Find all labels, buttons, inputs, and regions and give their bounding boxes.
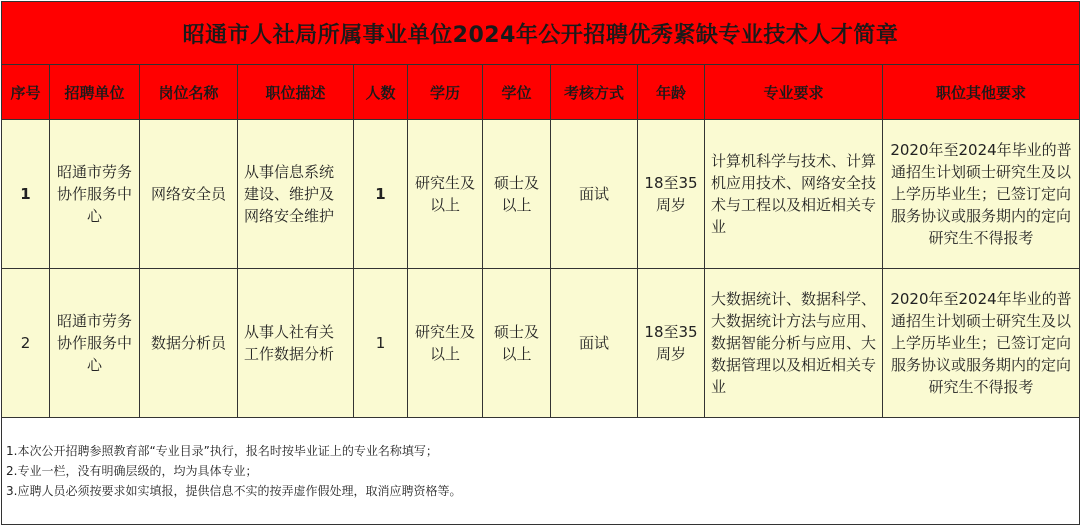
note-line: 3.应聘人员必须按要求如实填报，提供信息不实的按弄虚作假处理，取消应聘资格等。 (6, 484, 462, 498)
cell-position: 数据分析员 (140, 269, 238, 418)
header-degree: 学位 (483, 65, 551, 120)
cell-degree: 硕士及以上 (483, 120, 551, 269)
table-row (2, 269, 1080, 418)
recruitment-sheet (0, 1, 1080, 528)
header-other: 职位其他要求 (883, 65, 1080, 120)
cell-description: 从事人社有关工作数据分析 (238, 269, 354, 418)
cell-other: 2020年至2024年毕业的普通招生计划硕士研究生及以上学历毕业生；已签订定向服务协议或服务期内的定向研究生不得报考 (883, 120, 1080, 269)
cell-count: 1 (354, 269, 408, 418)
header-description: 职位描述 (238, 65, 354, 120)
note-line: 2.专业一栏，没有明确层级的，均为具体专业； (6, 464, 258, 478)
header-assessment: 考核方式 (551, 65, 638, 120)
cell-degree: 硕士及以上 (483, 269, 551, 418)
cell-unit: 昭通市劳务协作服务中心 (50, 269, 140, 418)
cell-assessment: 面试 (551, 269, 638, 418)
cell-unit: 昭通市劳务协作服务中心 (50, 120, 140, 269)
recruitment-table (1, 1, 1080, 525)
header-major: 专业要求 (705, 65, 883, 120)
cell-education: 研究生及以上 (408, 269, 483, 418)
cell-major: 大数据统计、数据科学、大数据统计方法与应用、数据智能分析与应用、大数据管理以及相近相关专业 (705, 269, 883, 418)
notes-section (2, 418, 1080, 525)
cell-age: 18至35周岁 (638, 120, 705, 269)
cell-age: 18至35周岁 (638, 269, 705, 418)
cell-education: 研究生及以上 (408, 120, 483, 269)
cell-no: 2 (2, 269, 50, 418)
header-age: 年龄 (638, 65, 705, 120)
cell-description: 从事信息系统建设、维护及网络安全维护 (238, 120, 354, 269)
header-education: 学历 (408, 65, 483, 120)
header-row (2, 65, 1080, 120)
note-line: 1.本次公开招聘参照教育部“专业目录”执行，报名时按毕业证上的专业名称填写； (6, 444, 438, 458)
page-title: 昭通市人社局所属事业单位2024年公开招聘优秀紧缺专业技术人才简章 (2, 2, 1080, 65)
header-count: 人数 (354, 65, 408, 120)
header-no: 序号 (2, 65, 50, 120)
header-position: 岗位名称 (140, 65, 238, 120)
cell-major: 计算机科学与技术、计算机应用技术、网络安全技术与工程以及相近相关专业 (705, 120, 883, 269)
cell-assessment: 面试 (551, 120, 638, 269)
cell-no: 1 (2, 120, 50, 269)
cell-count: 1 (354, 120, 408, 269)
table-row (2, 120, 1080, 269)
cell-other: 2020年至2024年毕业的普通招生计划硕士研究生及以上学历毕业生；已签订定向服务协议或服务期内的定向研究生不得报考 (883, 269, 1080, 418)
cell-position: 网络安全员 (140, 120, 238, 269)
header-unit: 招聘单位 (50, 65, 140, 120)
